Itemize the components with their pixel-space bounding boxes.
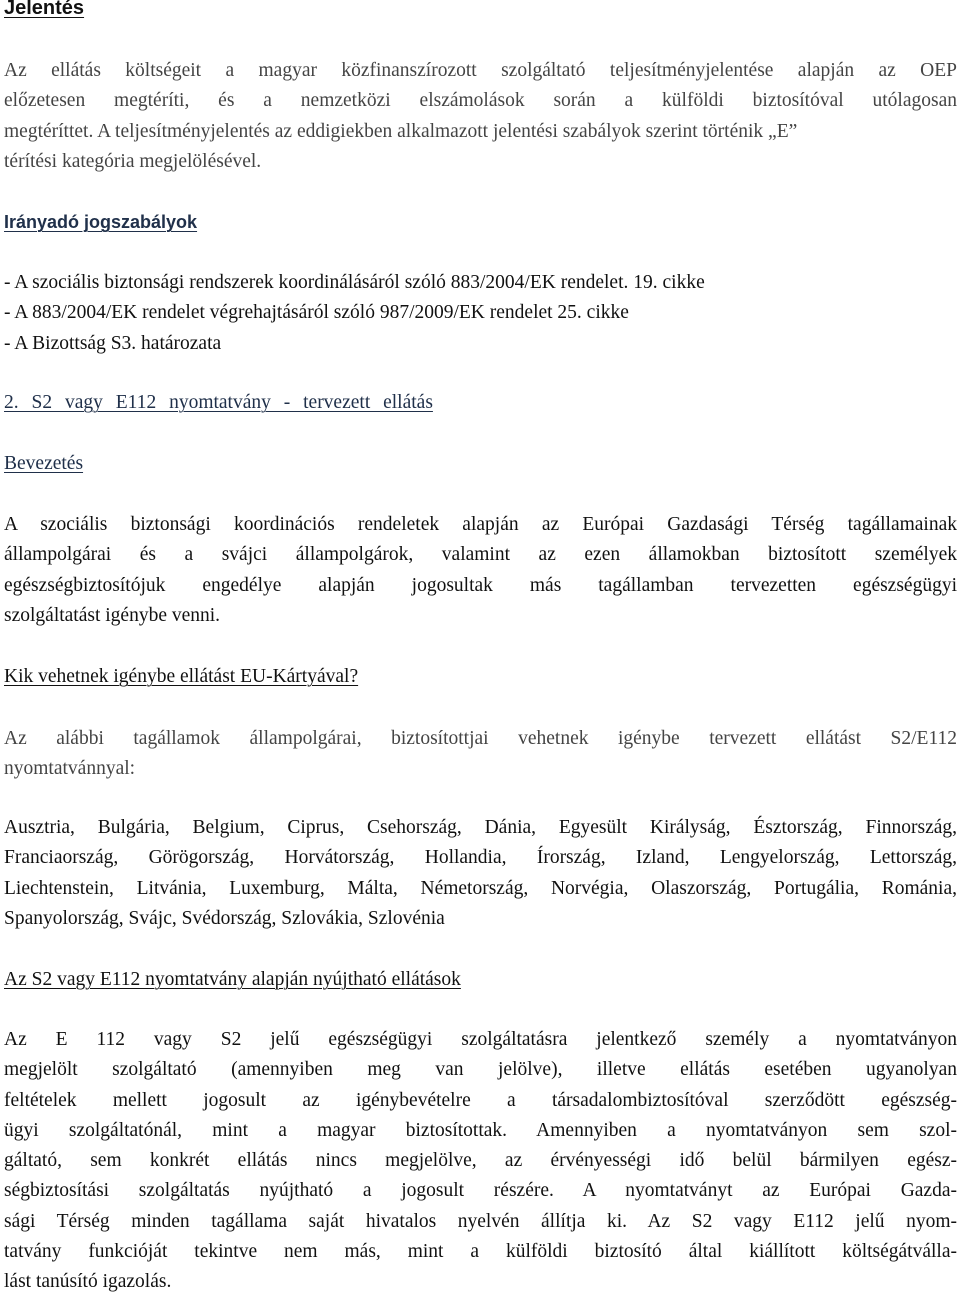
- intro-line: térítési kategória megjelölésével.: [4, 150, 262, 172]
- section2-intro-paragraph: [4, 510, 957, 631]
- legislation-heading-block: [4, 207, 957, 237]
- section-heading: 2. S2 vagy E112 nyomtatvány - tervezett ellátás: [4, 392, 433, 413]
- paragraph-line: ügyi szolgáltatónál, mint a magyar biztosítottak. Amennyiben a nyomtatványon sem szol-: [4, 1119, 957, 1141]
- country-line: Ausztria, Bulgária, Belgium, Ciprus, Csehország, Dánia, Egyesült Királyság, Észtország, Finnország,: [4, 817, 957, 838]
- page-title: Jelentés: [4, 0, 85, 19]
- paragraph-line: feltételek mellett jogosult az igénybevételre a társadalombiztosítóval szerződött egészség-: [4, 1089, 957, 1111]
- eligibility-heading-block: [4, 662, 957, 692]
- services-heading: Az S2 vagy E112 nyomtatvány alapján nyújtható ellátások: [4, 969, 461, 990]
- country-line: Spanyolország, Svájc, Svédország, Szlovákia, Szlovénia: [4, 907, 445, 929]
- intro-line: előzetesen megtéríti, és a nemzetközi elszámolások során a külföldi biztosítóval utólagosan: [4, 90, 957, 112]
- subheading: Bevezetés: [4, 453, 84, 474]
- paragraph-line: sági Térség minden tagállama saját hivatalos nyelvén állítja ki. Az S2 vagy E112 jelű nyom-: [4, 1210, 957, 1232]
- country-line: Franciaország, Görögország, Horvátország, Hollandia, Írország, Izland, Lengyelország, Lettország,: [4, 847, 957, 869]
- section2-heading-block: [4, 388, 957, 418]
- legislation-item: - A Bizottság S3. határozata: [4, 332, 222, 354]
- country-list: [4, 813, 957, 934]
- paragraph-line: lást tanúsító igazolás.: [4, 1271, 172, 1293]
- country-line: Liechtenstein, Litvánia, Luxemburg, Málta, Németország, Norvégia, Olaszország, Portugália, Románia,: [4, 877, 957, 899]
- paragraph-line: Az E 112 vagy S2 jelű egészségügyi szolgáltatásra jelentkező személy a nyomtatványon: [4, 1029, 957, 1050]
- legislation-list: [4, 268, 957, 359]
- services-paragraph: [4, 1025, 957, 1298]
- legislation-item: - A 883/2004/EK rendelet végrehajtásáról szóló 987/2009/EK rendelet 25. cikke: [4, 302, 629, 324]
- paragraph-line: egészségbiztosítójuk engedélye alapján jogosultak más tagállamban tervezetten egészségügyi: [4, 574, 957, 596]
- paragraph-line: A szociális biztonsági koordinációs rendeletek alapján az Európai Gazdasági Térség tagállamainak: [4, 514, 957, 535]
- paragraph-line: gáltató, sem konkrét ellátás nincs megjelölve, az érvényességi idő belül bármilyen egész-: [4, 1150, 957, 1172]
- eligibility-heading: Kik vehetnek igénybe ellátást EU-Kártyával?: [4, 666, 359, 687]
- paragraph-line: megjelölt szolgáltató (amennyiben meg van jelölve), illetve ellátás esetében ugyanolyan: [4, 1059, 957, 1081]
- intro-line: megtéríttet. A teljesítményjelentés az eddigiekben alkalmazott jelentési szabályok szerint történik „E”: [4, 120, 798, 142]
- eligibility-text: [4, 724, 957, 785]
- intro-subheading-block: [4, 449, 957, 479]
- paragraph-line: ségbiztosítási szolgáltatás nyújtható a jogosult részére. A nyomtatványt az Európai Gazda-: [4, 1180, 957, 1202]
- paragraph-line: nyomtatvánnyal:: [4, 758, 136, 780]
- intro-paragraph: [4, 56, 957, 177]
- paragraph-line: tatvány funkcióját tekintve nem más, mint a külföldi biztosító által kiállított költségátválla-: [4, 1241, 957, 1263]
- legislation-item: - A szociális biztonsági rendszerek koordinálásáról szóló 883/2004/EK rendelet. 19. cikke: [4, 272, 705, 293]
- legislation-heading: Irányadó jogszabályok: [4, 212, 198, 232]
- intro-line: Az ellátás költségeit a magyar közfinanszírozott szolgáltató teljesítményjelentése alapján az OEP: [4, 60, 957, 81]
- paragraph-line: szolgáltatást igénybe venni.: [4, 604, 221, 626]
- services-heading-block: [4, 965, 957, 995]
- paragraph-line: állampolgárai és a svájci állampolgárok, valamint az ezen államokban biztosított személyek: [4, 544, 957, 566]
- paragraph-line: Az alábbi tagállamok állampolgárai, biztosítottjai vehetnek igénybe tervezett ellátást S2/E112: [4, 728, 957, 749]
